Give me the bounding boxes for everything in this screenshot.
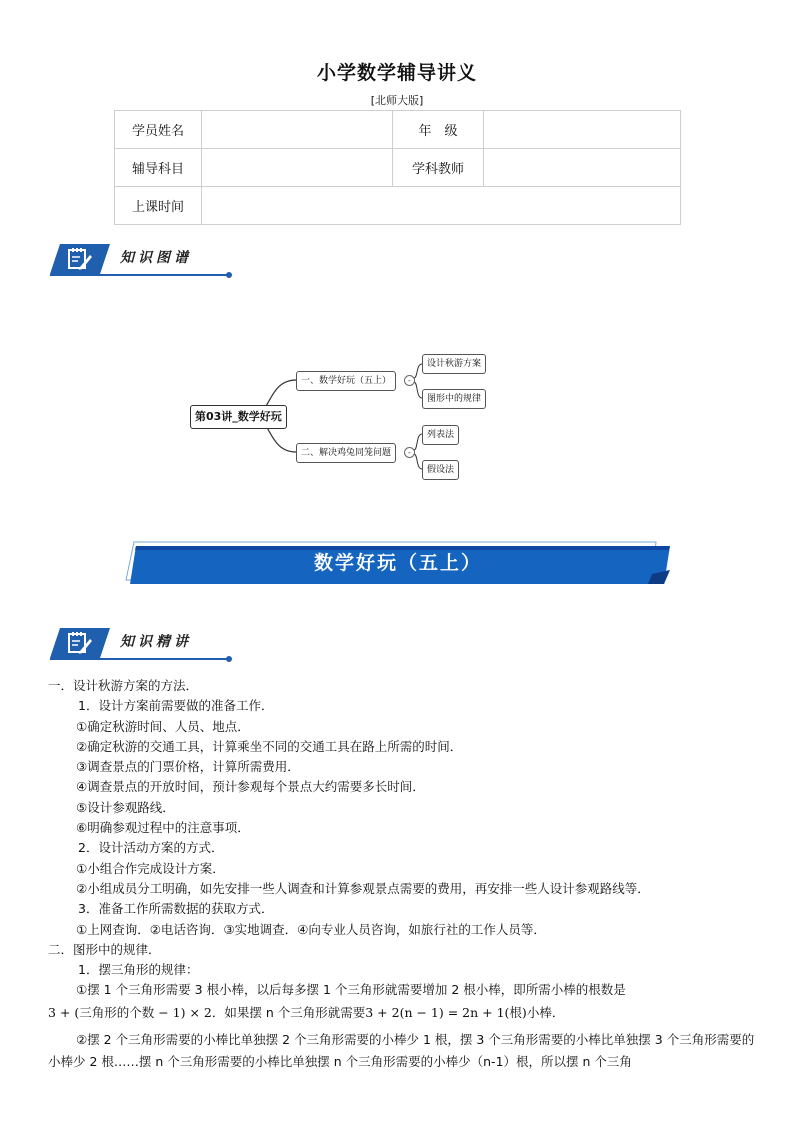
rule-formula-line [48,1001,758,1025]
mindmap-leaf-figure-pattern[interactable]: 图形中的规律 [422,389,486,409]
edition-label: [北师大版] [370,94,424,107]
mindmap-branch-chicken-rabbit[interactable]: 二、解决鸡兔同笼问题 [296,443,396,463]
section-underline-dot [226,656,232,662]
list-item: ⑥明确参观过程中的注意事项． [76,820,250,836]
list-item: ④调查景点的开放时间，预计参观每个景点大约需要多长时间． [76,779,425,795]
mindmap-connectors [0,0,794,520]
list-item: ②确定秋游的交通工具，计算乘坐不同的交通工具在路上所需的时间． [76,738,463,754]
subheading-triangle-rule: 1．摆三角形的规律： [78,962,199,978]
formula-n-triangles: 3 + 2(n − 1) = 2n + 1(根) [365,1004,527,1020]
mindmap-root-node: 第03讲_数学好玩 [190,405,287,429]
section-head-knowledge-detail [50,628,232,664]
heading-figure-pattern: 二．图形中的规律． [48,941,161,957]
collapse-toggle-icon[interactable]: - [404,447,415,458]
formula-triangle-count: 3 + (三角形的个数 − 1) × 2 [48,1004,212,1020]
collapse-toggle-icon[interactable]: - [404,375,415,386]
subheading-prep-work: 1．设计方案前需要做的准备工作． [78,698,274,714]
subheading-data-sources: 3．准备工作所需数据的获取方式． [78,901,274,917]
notebook-badge [50,628,110,658]
student-name-label: 学员姓名 [115,111,202,149]
list-item: ⑤设计参观路线． [76,799,175,815]
class-time-label: 上课时间 [115,187,202,225]
list-item: ①确定秋游时间、人员、地点． [76,718,250,734]
section-label: 知识精讲 [120,634,192,650]
notebook-pencil-icon [66,631,94,655]
rule-text: ．如果摆 n 个三角形就需要 [211,1004,366,1020]
teacher-label: 学科教师 [393,149,484,187]
rule-paragraph: ②摆 2 个三角形需要的小棒比单独摆 2 个三角形需要的小棒少 1 根，摆 3 个三角形需要的小棒比单独摆 3 个三角形需要的小棒少 2 根……摆 n 个三角形需要的小棒比单独摆 n 个三角形需要的小棒少（n-1）根，所以摆 n 个三角 [48,1031,755,1069]
list-item: ①小组合作完成设计方案． [76,860,225,876]
rule-paragraph: ①摆 1 个三角形需要 3 根小棒，以后每多摆 1 个三角形就需要增加 2 根小棒，即所需小棒的根数是 [76,982,626,998]
mindmap-leaf-autumn-trip[interactable]: 设计秋游方案 [422,354,486,374]
chapter-banner [122,540,674,586]
banner-title: 数学好玩（五上） [313,552,482,574]
list-item: ②小组成员分工明确，如先安排一些人调查和计算参观景点需要的费用，再安排一些人设计参观路线等． [76,880,650,896]
mindmap-branch-math-fun[interactable]: 一、数学好玩（五上） [296,371,396,391]
grade-label: 年 级 [393,111,484,149]
lecture-content [48,676,758,1073]
mindmap-leaf-assumption-method[interactable]: 假设法 [422,460,459,480]
subheading-design-ways: 2．设计活动方案的方式． [78,840,224,856]
page-title: 小学数学辅导讲义 [316,62,477,84]
heading-trip-method: 一．设计秋游方案的方法． [48,678,199,693]
list-item: ①上网查询．②电话咨询．③实地调查．④向专业人员咨询，如旅行社的工作人员等． [76,921,546,937]
rule-text: 小棒． [526,1004,565,1020]
subject-label: 辅导科目 [115,149,202,187]
list-item: ③调查景点的门票价格，计算所需费用． [76,759,300,775]
section-underline [50,658,228,660]
mindmap-leaf-table-method[interactable]: 列表法 [422,425,459,445]
section-label: 知识图谱 [120,250,192,266]
